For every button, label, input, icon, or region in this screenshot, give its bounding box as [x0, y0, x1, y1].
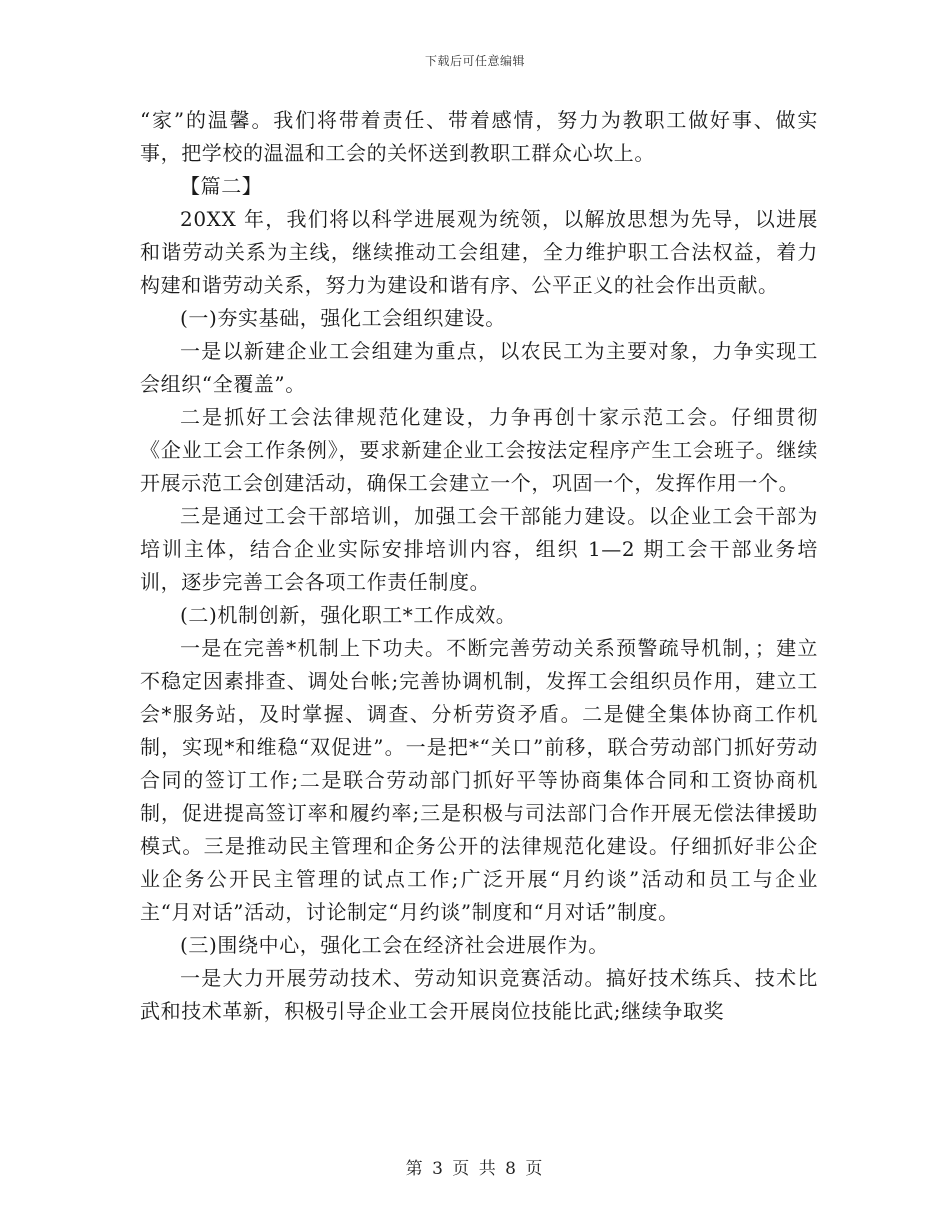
paragraph-item: 二是抓好工会法律规范化建设，力争再创十家示范工会。仔细贯彻《企业工会工作条例》，要求新建企业工会按法定程序产生工会班子。继续开展示范工会创建活动，确保工会建立一个，巩固一个，发挥作用一个。: [140, 405, 818, 495]
subheading-two: (二)机制创新，强化职工*工作成效。: [180, 603, 517, 627]
subheading-one: (一)夯实基础，强化工会组织建设。: [180, 306, 506, 330]
paragraph-item: 三是通过工会干部培训，加强工会干部能力建设。以企业工会干部为培训主体，结合企业实际安排培训内容，组织 1—2 期工会干部业务培训，逐步完善工会各项工作责任制度。: [140, 504, 818, 594]
paragraph-item: 一是大力开展劳动技术、劳动知识竞赛活动。搞好技术练兵、技术比武和技术革新，积极引导企业工会开展岗位技能比武;继续争取奖: [140, 966, 818, 1023]
page-header-note: 下载后可任意编辑: [424, 54, 525, 68]
document-body: [140, 104, 818, 1028]
section-heading-part-two: 【篇二】: [180, 174, 263, 198]
paragraph-item: 一是以新建企业工会组建为重点，以农民工为主要对象，力争实现工会组织“全覆盖”。: [140, 339, 818, 396]
paragraph-intro: 20XX 年，我们将以科学进展观为统领，以解放思想为先导，以进展和谐劳动关系为主线，继续推动工会组建，全力维护职工合法权益，着力构建和谐劳动关系，努力为建设和谐有序、公平正义的社会作出贡献。: [140, 207, 818, 297]
subheading-three: (三)围绕中心，强化工会在经济社会进展作为。: [180, 933, 609, 957]
paragraph-continuation: “家”的温馨。我们将带着责任、带着感情，努力为教职工做好事、做实事，把学校的温温和工会的关怀送到教职工群众心坎上。: [140, 108, 818, 165]
page-number-footer: 第 3 页 共 8 页: [405, 1159, 545, 1179]
paragraph-item: 一是在完善*机制上下功夫。不断完善劳动关系预警疏导机制，；建立不稳定因素排查、调处台帐;完善协调机制，发挥工会组织员作用，建立工会*服务站，及时掌握、调查、分析劳资矛盾。二是健全集体协商工作机制，实现*和维稳“双促进”。一是把*“关口”前移，联合劳动部门抓好劳动合同的签订工作;二是联合劳动部门抓好平等协商集体合同和工资协商机制，促进提高签订率和履约率;三是积极与司法部门合作开展无偿法律援助模式。三是推动民主管理和企务公开的法律规范化建设。仔细抓好非公企业企务公开民主管理的试点工作;广泛开展“月约谈”活动和员工与企业主“月对话”活动，讨论制定“月约谈”制度和“月对话”制度。: [140, 636, 819, 924]
